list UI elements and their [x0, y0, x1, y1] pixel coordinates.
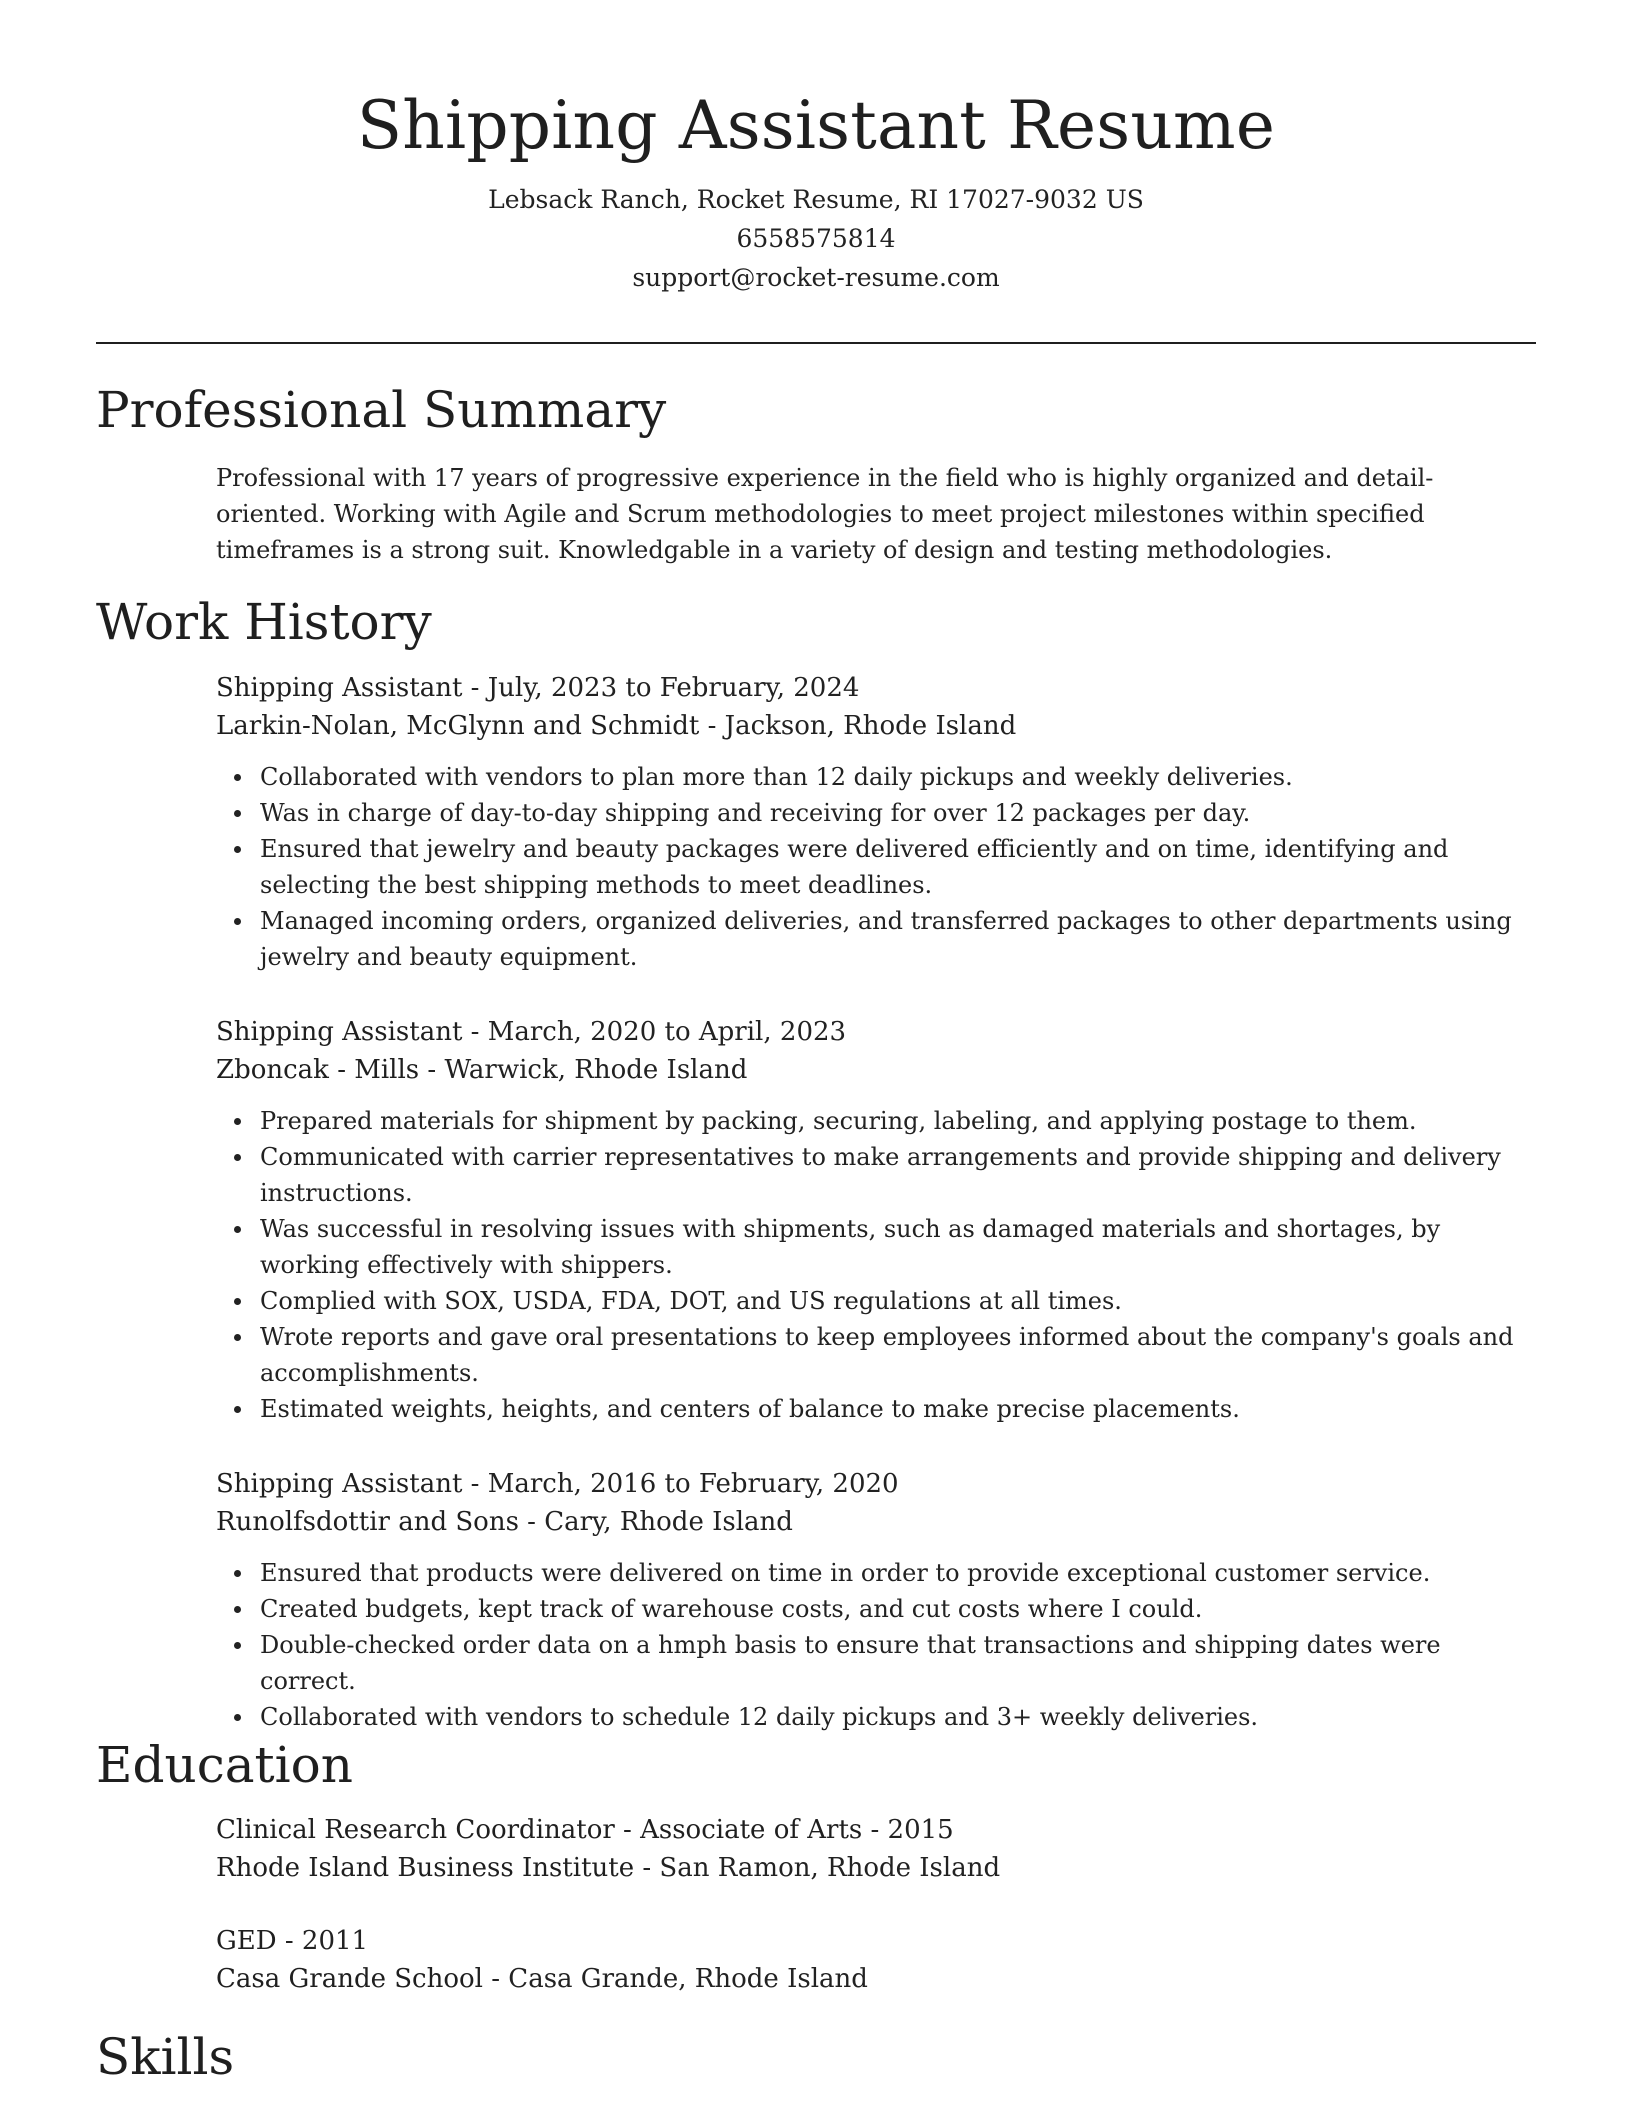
- education-school: Casa Grande School: [216, 1964, 483, 1994]
- job-dates: - July, 2023 to February, 2024: [462, 673, 860, 703]
- job-duty-item: Prepared materials for shipment by packing, securing, labeling, and applying postage to them.: [260, 1103, 1536, 1139]
- work-history-heading: Work History: [96, 593, 432, 651]
- job-duty-item: Created budgets, kept track of warehouse costs, and cut costs where I could.: [260, 1591, 1536, 1627]
- job-duty-item: Estimated weights, heights, and centers of balance to make precise placements.: [260, 1391, 1536, 1427]
- job-dates: - March, 2020 to April, 2023: [462, 1017, 847, 1047]
- job-company: Larkin-Nolan, McGlynn and Schmidt: [216, 711, 700, 741]
- skills-heading: Skills: [96, 2028, 235, 2086]
- education-location: - Casa Grande, Rhode Island: [482, 1964, 868, 1994]
- job-company: Zboncak - Mills: [216, 1055, 420, 1085]
- job-entry: [216, 1465, 1536, 1735]
- job-company: Runolfsdottir and Sons: [216, 1507, 519, 1537]
- job-title-line: [216, 1465, 1536, 1503]
- job-location: - Jackson, Rhode Island: [699, 711, 1017, 741]
- job-title: Shipping Assistant: [216, 673, 463, 703]
- summary-section: [216, 460, 1536, 568]
- email-link[interactable]: support@rocket-resume.com: [632, 263, 1000, 292]
- education-location: - San Ramon, Rhode Island: [634, 1853, 1001, 1883]
- contact-info: [0, 180, 1632, 297]
- job-duty-item: Ensured that products were delivered on time in order to provide exceptional customer service.: [260, 1555, 1536, 1591]
- job-entry: [216, 1013, 1536, 1427]
- job-duty-item: Collaborated with vendors to plan more than 12 daily pickups and weekly deliveries.: [260, 759, 1536, 795]
- job-duty-item: Ensured that jewelry and beauty packages were delivered efficiently and on time, identifying and selecting the best shipping methods to meet deadlines.: [260, 831, 1536, 903]
- job-title: Shipping Assistant: [216, 1469, 463, 1499]
- job-entry: [216, 669, 1536, 975]
- education-program: GED: [216, 1926, 277, 1956]
- header-divider: [96, 342, 1536, 344]
- job-location: - Warwick, Rhode Island: [419, 1055, 748, 1085]
- education-year: - 2011: [276, 1926, 369, 1956]
- education-program: Clinical Research Coordinator - Associate of Arts: [216, 1815, 863, 1845]
- education-heading: Education: [96, 1736, 353, 1794]
- job-duty-item: Wrote reports and gave oral presentations to keep employees informed about the company's goals and accomplishments.: [260, 1319, 1536, 1391]
- job-duty-item: Was successful in resolving issues with shipments, such as damaged materials and shortages, by working effectively with shippers.: [260, 1211, 1536, 1283]
- job-duties-list: [216, 1103, 1536, 1427]
- job-location: - Cary, Rhode Island: [518, 1507, 793, 1537]
- education-entry: [216, 1922, 1536, 1998]
- job-company-line: [216, 1051, 1536, 1089]
- job-dates: - March, 2016 to February, 2020: [462, 1469, 899, 1499]
- job-duty-item: Managed incoming orders, organized deliveries, and transferred packages to other departments using jewelry and beauty equipment.: [260, 903, 1536, 975]
- job-title-line: [216, 669, 1536, 707]
- education-school-line: [216, 1960, 1536, 1998]
- job-duty-item: Double-checked order data on a hmph basis to ensure that transactions and shipping dates were correct.: [260, 1627, 1536, 1699]
- education-entry: [216, 1811, 1536, 1887]
- education-program-line: [216, 1811, 1536, 1849]
- summary-text: Professional with 17 years of progressive experience in the field who is highly organized and detail-oriented. Working with Agile and Scrum methodologies to meet project milestones within specified timeframes is a strong suit. Knowledgable in a variety of design and testing methodologies.: [216, 464, 1434, 564]
- job-duty-item: Collaborated with vendors to schedule 12 daily pickups and 3+ weekly deliveries.: [260, 1699, 1536, 1735]
- job-duty-item: Complied with SOX, USDA, FDA, DOT, and US regulations at all times.: [260, 1283, 1536, 1319]
- education-school: Rhode Island Business Institute: [216, 1853, 635, 1883]
- job-company-line: [216, 707, 1536, 745]
- job-title: Shipping Assistant: [216, 1017, 463, 1047]
- job-duty-item: Was in charge of day-to-day shipping and receiving for over 12 packages per day.: [260, 795, 1536, 831]
- job-duties-list: [216, 759, 1536, 975]
- job-company-line: [216, 1503, 1536, 1541]
- page-title: Shipping Assistant Resume: [356, 87, 1276, 164]
- education-school-line: [216, 1849, 1536, 1887]
- education-year: - 2015: [862, 1815, 954, 1845]
- summary-heading: Professional Summary: [96, 381, 667, 439]
- job-duty-item: Communicated with carrier representatives to make arrangements and provide shipping and delivery instructions.: [260, 1139, 1536, 1211]
- resume-header: [0, 80, 1632, 297]
- job-title-line: [216, 1013, 1536, 1051]
- address-text: Lebsack Ranch, Rocket Resume, RI 17027-9032 US: [488, 185, 1144, 214]
- phone-text: 6558575814: [736, 224, 896, 253]
- job-duties-list: [216, 1555, 1536, 1735]
- education-program-line: [216, 1922, 1536, 1960]
